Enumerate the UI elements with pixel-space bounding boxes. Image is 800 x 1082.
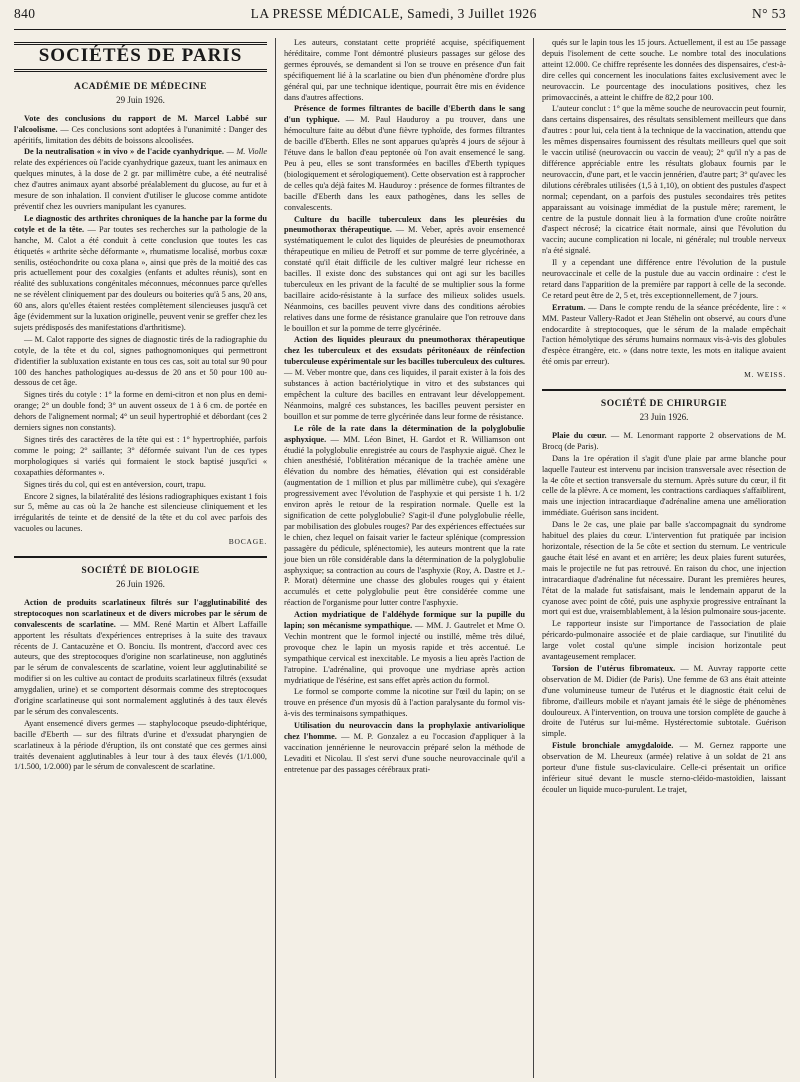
article-body: — M. Auvray rapporte cette observation de M. Didier (de Paris). Une femme de 63 ans était atteinte d'une volumineuse tumeur de l'utérus et le diagnostic était celui de fibrome, d'ailleurs mobile et n'ayant jamais été le siège de phénomènes douloureux. A l'intervention, on trouva une torsion complète de gauche à droite de l'utérus sur lui-même. Hystérectomie subtotale. Guérison simple. <box>542 663 786 739</box>
paragraph: Le rapporteur insiste sur l'importance de l'association de plaie péricardo-pulmonaire associée et de plaie cardiaque, sur l'inutilité du large volet costal qu'une simple incision horizontale peut avantageusement remplacer. <box>542 619 786 662</box>
paragraph: Signes tirés des caractères de la tête qui est : 1° hypertrophiée, parfois comme le poing; 2° saillante; 3° déformée suivant l'un de ces types morphologiques si variés qui formaient le stock baptisé jusqu'ici « coxapathies déformantes ». <box>14 435 267 477</box>
article-title: Utilisation du neurovaccin dans la prophylaxie antivariolique chez l'homme. <box>284 721 525 742</box>
article-title: Action des liquides pleuraux du pneumothorax thérapeutique chez les tuberculeux et des exsudats péritonéaux de réinfection tuberculeuse expérimentale sur les bacilles tuberculeux des cultures. <box>284 335 525 367</box>
article-title: Fistule bronchiale amygdaloïde. <box>552 741 674 751</box>
article-body: — MM. René Martin et Albert Laffaille apportent les résultats d'expériences entreprises à la suite des travaux récents de J. Cantacuzène et O. Bonciu. Ils montrent, d'accord avec ces auteurs, que des streptocoques d'origine non scarlatineuse, non agglutinés par le sérum de convalescents de scarlatine, voient leur agglutinabilité se modifier si on les cultive au contact de produits scarlatineux filtrés (exsudat amygdalien, urine) et se comportent désormais comme des streptocoques d'origine scarlatineuse qui sont normalement agglutinés à des taux élevés par le sérum des convalescents. <box>14 619 268 716</box>
article-body: — Dans le compte rendu de la séance précédente, lire : « MM. Pasteur Vallery-Radot et Jean Stéhelin ont observé, au cours d'une endocardite à streptocoques, que le sérum de la malade empêchait l'action hémolytique des sérums humains normaux vis-à-vis des globules d'espèce étrangère, etc. » (dans notre texte, les mots en italique avaient été omis par erreur). <box>542 302 786 367</box>
paragraph: Signes tirés du col, qui est en antéversion, court, trapu. <box>24 479 206 489</box>
article <box>14 147 267 212</box>
paragraph: L'auteur conclut : 1° que la même souche de neurovaccin peut fournir, dans certains dispensaires, des résultats sensiblement meilleurs que dans d'autres : pour lui, cela tient à la technique de la vaccination, attendu que les mêmes dispensaires fournissent des résultats meilleurs quel que soit le vaccin utilisé (neurovaccin ou vaccin de veau); 2° qu'il n'y a pas de différence appréciable entre les résultats globaux fournis par le neurovaccin, d'une part, et le vaccin jennérien, d'autre part; 3° qu'avec les dilutions cérébrales utilisées (1,5 à 1,10), on obtient des pustules d'aspect normal; cependant, on a parfois des pustules secondaires très petites apparaissant au voisinage immédiat de la pustule mère; rarement, le centre de la pustule donnait lieu à la formation d'une croûte noirâtre d'aspect nécrosé; la cicatrice était normale, ainsi que l'évolution du vaccin; aucune complication ni locale, ni générale; nul trouble nerveux n'a été signalé. <box>542 104 786 256</box>
section-divider <box>542 389 786 391</box>
article-title: Plaie du cœur. <box>552 430 607 440</box>
section-banner: SOCIÉTÉS DE PARIS <box>14 42 267 72</box>
article <box>284 721 525 776</box>
article <box>542 664 786 740</box>
paragraph: Le formol se comporte comme la nicotine sur l'œil du lapin; on se trouve en présence d'un myosis dû à l'action paralysante du formol vis-à-vis des terminaisons sympathiques. <box>284 687 525 719</box>
academie-date: 29 Juin 1926. <box>116 94 165 105</box>
paragraph: Les auteurs, constatant cette propriété acquise, spécifiquement héréditaire, comme l'ont démontré plusieurs passages sur gélose des germes éprouvés, se demandent si l'on se trouve en présence d'un fait spécifiquement lié à la scarlatine ou bien d'un phénomène d'ordre plus général qui, par une technique identique, pourrait être mis en évidence dans d'autres affections. <box>284 38 525 102</box>
article-body: — M. Gernez rapporte une observation de M. Lheureux (armée) relative à un soldat de 21 ans porteur d'une fistule sus-claviculaire. Celle-ci présentait un orifice inférieur situé devant le muscle sterno-cléido-mastoïdien, laissant écouler un liquide muco-purulent. Le trajet, <box>542 741 786 794</box>
article-title: De la neutralisation « in vivo » de l'acide cyanhydrique. <box>24 147 224 157</box>
signature: BOCAGE. <box>228 537 267 547</box>
article <box>542 741 786 796</box>
issue-number: N° 53 <box>751 6 786 21</box>
paragraph: — M. Calot rapporte des signes de diagnostic tirés de la radiographie du cotyle, de la tête et du col, signes pathognomoniques qui permettront d'identifier la subluxation existante en tous ces cas, soit au total sur 90 pour 100 des hanches pathologiques au-dessus de 20 ans et 50 pour 100 au-dessous de cet âge. <box>14 334 267 388</box>
paragraph: Signes tirés du cotyle : 1° la forme en demi-citron et non plus en demi-orange; 2° un double fond; 3° un auvent osseux de 1 à 6 cm. de portée en dehors de l'alignement normal; 4° un seuil hypertrophié et débordant (ces 2 derniers signes non constants). <box>14 390 267 433</box>
chirurgie-heading: SOCIÉTÉ DE CHIRURGIE <box>600 399 728 410</box>
article-body: — M. Lenormant rapporte 2 observations de M. Brocq (de Paris). <box>542 430 786 451</box>
article-title: Vote des conclusions du rapport de M. Marcel Labbé sur l'alcoolisme. <box>14 113 267 134</box>
paragraph: Dans la 1re opération il s'agit d'une plaie par arme blanche pour laquelle l'auteur est intervenu par incision transversale avec résection de la 4e côte et section transversale du sternum. Après suture du cœur, il fit celle de la plèvre. A ce moment, les contractions cardiaques s'affaiblirent, mais une injection intracardiaque d'adrénaline amena une amélioration immédiate. Guérison sans incident. <box>542 453 786 518</box>
paragraph: Encore 2 signes, la bilatéralité des lésions radiographiques existant 1 fois sur 5, même au cas où la 2e hanche est silencieuse cliniquement et les irrégularités de teinte et de densité de la tête et du col avec parfois des vacuoles ou lacunes. <box>14 491 267 534</box>
article-title: Action mydriatique de l'aldéhyde formique sur la pupille du lapin; son mécanisme sympathique. <box>284 610 525 631</box>
article-title: Le diagnostic des arthrites chroniques de la hanche par la forme du cotyle et de la tête. <box>14 213 267 234</box>
article-title: Présence de formes filtrantes de bacille d'Eberth dans le sang d'un typhique. <box>284 104 525 125</box>
article-body: — Par toutes ses recherches sur la pathologie de la hanche, M. Calot a été conduit à cette conclusion que toutes les cas étiquetés « arthrite sèche déformante », rhumatisme localisé, morbus coxæ senilis, ostéochondrite ou coxa plana », ainsi que près de la moitié des cas pris actuellement pour des coxalgies (enfants et adultes réunis), sont en réalité des subluxations congénitales méconnues, méconnues parce qu'elles ne se révèlent cliniquement par des douleurs ou boiteries qu'à 5 ans, 20 ans, 60 ans, alors qu'elles étaient restées complètement silencieuses jusqu'à cet âge (évidemment sur la luxation originelle, peuvent venir se greffer chez les sujets prédisposés des manifestations d'arthritisme). <box>14 224 267 332</box>
academie-heading: ACADÉMIE DE MÉDECINE <box>74 81 207 92</box>
paragraph: Il y a cependant une différence entre l'évolution de la pustule neurovaccinale et celle de la pustule due au vaccin ordinaire : c'est le retard dans l'apparition de la première par rapport à celle de la seconde. Ce retard peut être de 2, 5 et, très exceptionnellement, de 7 jours. <box>542 258 786 300</box>
article-body: — M. P. Gonzalez a eu l'occasion d'appliquer à la vaccination jennérienne le neurovaccin préparé selon la méthode de Levaditi et Nicolau. Il s'est servi d'une souche neurovaccinale qu'il a entretenue par des passages cérébraux prati- <box>284 732 525 774</box>
article <box>284 610 525 686</box>
article-body: — M. Paul Hauduroy a pu trouver, dans une hémoculture faite au début d'une fièvre typhoïde, des formes filtrantes de bacille d'Eberth. Elles ne sont apparues qu'après 4 jours de séjour à l'étuve dans le ballon d'eau peptonée où l'on avait ensemencé le sang. Peu à peu, elles se sont transformées en bacilles d'Eberth typiques (biologiquement et sérologiquement). Cette observation est à rapprocher de celles qu'a déjà faites M. Hauduroy : présence de formes filtrantes de bacille d'Eberth dans les eaux pathogènes, dans les selles de convalescents. <box>284 115 526 212</box>
column-2 <box>276 38 534 1078</box>
article <box>284 215 525 335</box>
article-body: — M. Veber, après avoir ensemencé systématiquement le culot des liquides de pleurésies de pneumothorax thérapeutique en milieu de Petroff et sur pomme de terre glycérinée, a constaté qu'il était difficile de les cultiver malgré leur richesse en bacilles. Il existe donc des substances qui ont agi sur les bacilles tuberculeux en les privant de la faculté de se multiplier sous la forme bacillaire acido-résistante à la surface des milieux solides usuels. Néanmoins, ces bacilles peuvent vivre dans des conditions aérobies relatives dans une forme de résistance granulaire que l'on retrouve dans le bouillon et sur la pomme de terre glycérinée. <box>284 225 525 333</box>
article-body: relate des expériences où l'acide cyanhydrique gazeux, tuant les animaux en quelques minutes, à la dose de 2 gr. par millimètre cube, a été neutralisé chez d'autres animaux ayant absorbé préalablement du glucose, au fur et à mesure de son inhalation. Il convient d'utiliser le glucose comme antidote préventif chez les ouvriers manipulant les cyanures. <box>14 158 267 211</box>
page-number: 840 <box>14 6 36 21</box>
article <box>284 424 525 609</box>
article <box>14 114 267 147</box>
signature: M. WEISS. <box>744 370 786 380</box>
paragraph: Dans le 2e cas, une plaie par balle s'accompagnait du syndrome habituel des plaies du cœur. L'intervention fut pratiquée par incision horizontale, résection de la 5e côte et section du sternum. Le ventricule gauche était lésé en avant et en arrière; les deux plaies furent suturées, mais le projectile ne fut pas retrouvé. En raison du choc, une injection intracardiaque d'adrénaline fut nécessaire. Durant les premières heures, l'état de la malade fut satisfaisant, mais le lendemain apparut de la cyanose avec point de côté, puis une asphyxie progressive entraînant la mort qui est due, vraisemblablement, à la lésion pulmonaire sous-jacente. <box>542 520 786 617</box>
journal-title: LA PRESSE MÉDICALE, Samedi, 3 Juillet 1926 <box>250 6 537 21</box>
article-body: — M. Veber montre que, dans ces liquides, il parait exister à la fois des substances à action bactériolytique in vitro et des substances qui empêchent la culture des bacilles en entravant leur développement. Néanmoins, malgré ces substances, les bacilles peuvent persister en bouillon et sur pomme de terre glycérinée dans leur forme de résistance. <box>284 368 525 421</box>
article <box>284 104 525 213</box>
article <box>542 431 786 453</box>
article-body: — MM. J. Gautrelet et Mme O. Vechin montrent que le formol injecté ou instillé, même très dilué, provoque chez le lapin un myosis rapide et très accentué. Le sympathique cervical est inexcitable. Le myosis a lieu après l'action de l'atropine. L'adrénaline, qui provoque une mydriase après action mydriatique de l'ésérine, est sans effet après action du formol. <box>284 621 526 685</box>
biologie-date: 26 Juin 1926. <box>116 578 165 589</box>
biologie-heading: SOCIÉTÉ DE BIOLOGIE <box>81 566 200 577</box>
page-header <box>14 6 786 30</box>
article-title: Action de produits scarlatineux filtrés sur l'agglutinabilité des streptocoques non scarlatineux et de divers microbes par le sérum de convalescents de scarlatine. <box>14 597 267 629</box>
chirurgie-date: 23 Juin 1926. <box>639 412 689 422</box>
article-title: Le rôle de la rate dans la détermination de la polyglobulie asphyxique. <box>284 423 525 444</box>
article-title: Culture du bacille tuberculeux dans les pleurésies du pneumothorax thérapeutique. <box>284 214 525 235</box>
article-body: — MM. Léon Binet, H. Gardot et R. Williamson ont étudié la polyglobulie enregistrée au cours de l'asphyxie aiguë. Chez le chien anesthésié, l'oblitération mécanique de la trachée amène une élévation du nombre des hématies, élévation qui est considérable (augmentation de 1 million et plus par millimètre cube), qui s'exagère progressivement avec l'évolution de l'asphyxie et qui persiste 1 h. 1/2 environ après le retour de la respiration normale. Quelle est la signification de cette polyglobulie? S'agit-il d'une polyglobulie réelle, par mobilisation des globules rouges? Par des expériences effectuées sur le chien, chez lequel on faisait varier le facteur splénique (compression passagère du pédicule, splénectomie), les auteurs montrent que la rate joue bien un rôle considérable dans la détermination de la polyglobulie asphyxique; sa contraction au cours de l'asphyxie (Roy, A. Dastre et J.-P. Morat) détermine une chasse des globules rouges qui y étaient accumulés et cette polyglobulie peut être considérée comme une réaction de l'organisme pour lutter contre l'asphyxie. <box>284 434 525 608</box>
paragraph: qués sur le lapin tous les 15 jours. Actuellement, il est au 15e passage depuis l'isolement de cette souche. Le nombre total des inoculations atteint 12.000. Ce chiffre représente les données des dispensaires, c'est-à-dire celles qui concernent les inoculations faites exclusivement avec le neurovaccin. Le pourcentage des inoculations positives, chez les primovaccinés, a atteint le chiffre de 82,2 pour 100. <box>542 38 786 102</box>
article <box>542 303 786 368</box>
article <box>14 598 267 718</box>
paragraph: Ayant ensemencé divers germes — staphylocoque pseudo-diphtérique, bacille d'Eberth — sur des filtrats d'urine et d'exsudat pharyngien de scarlatineux à la période d'éruption, ils ont constaté que ces germes ainsi traités devenaient agglutinables à leur tour à des taux élevés (1/1.000, 1/1.500, 1/2.000) par le sérum de convalescent de scarlatine. <box>14 718 267 772</box>
column-3 <box>534 38 786 1078</box>
article-title: Erratum. <box>552 302 586 312</box>
article <box>284 335 525 422</box>
article-body: — Ces conclusions sont adoptées à l'unanimité : Danger des apéritifs, limitation des débits de boissons alcoolisées. <box>14 124 267 145</box>
article-author: — M. Violle <box>226 147 267 157</box>
article <box>14 214 267 334</box>
column-1 <box>14 38 276 1078</box>
section-divider <box>14 556 267 558</box>
article-title: Torsion de l'utérus fibromateux. <box>552 663 676 673</box>
